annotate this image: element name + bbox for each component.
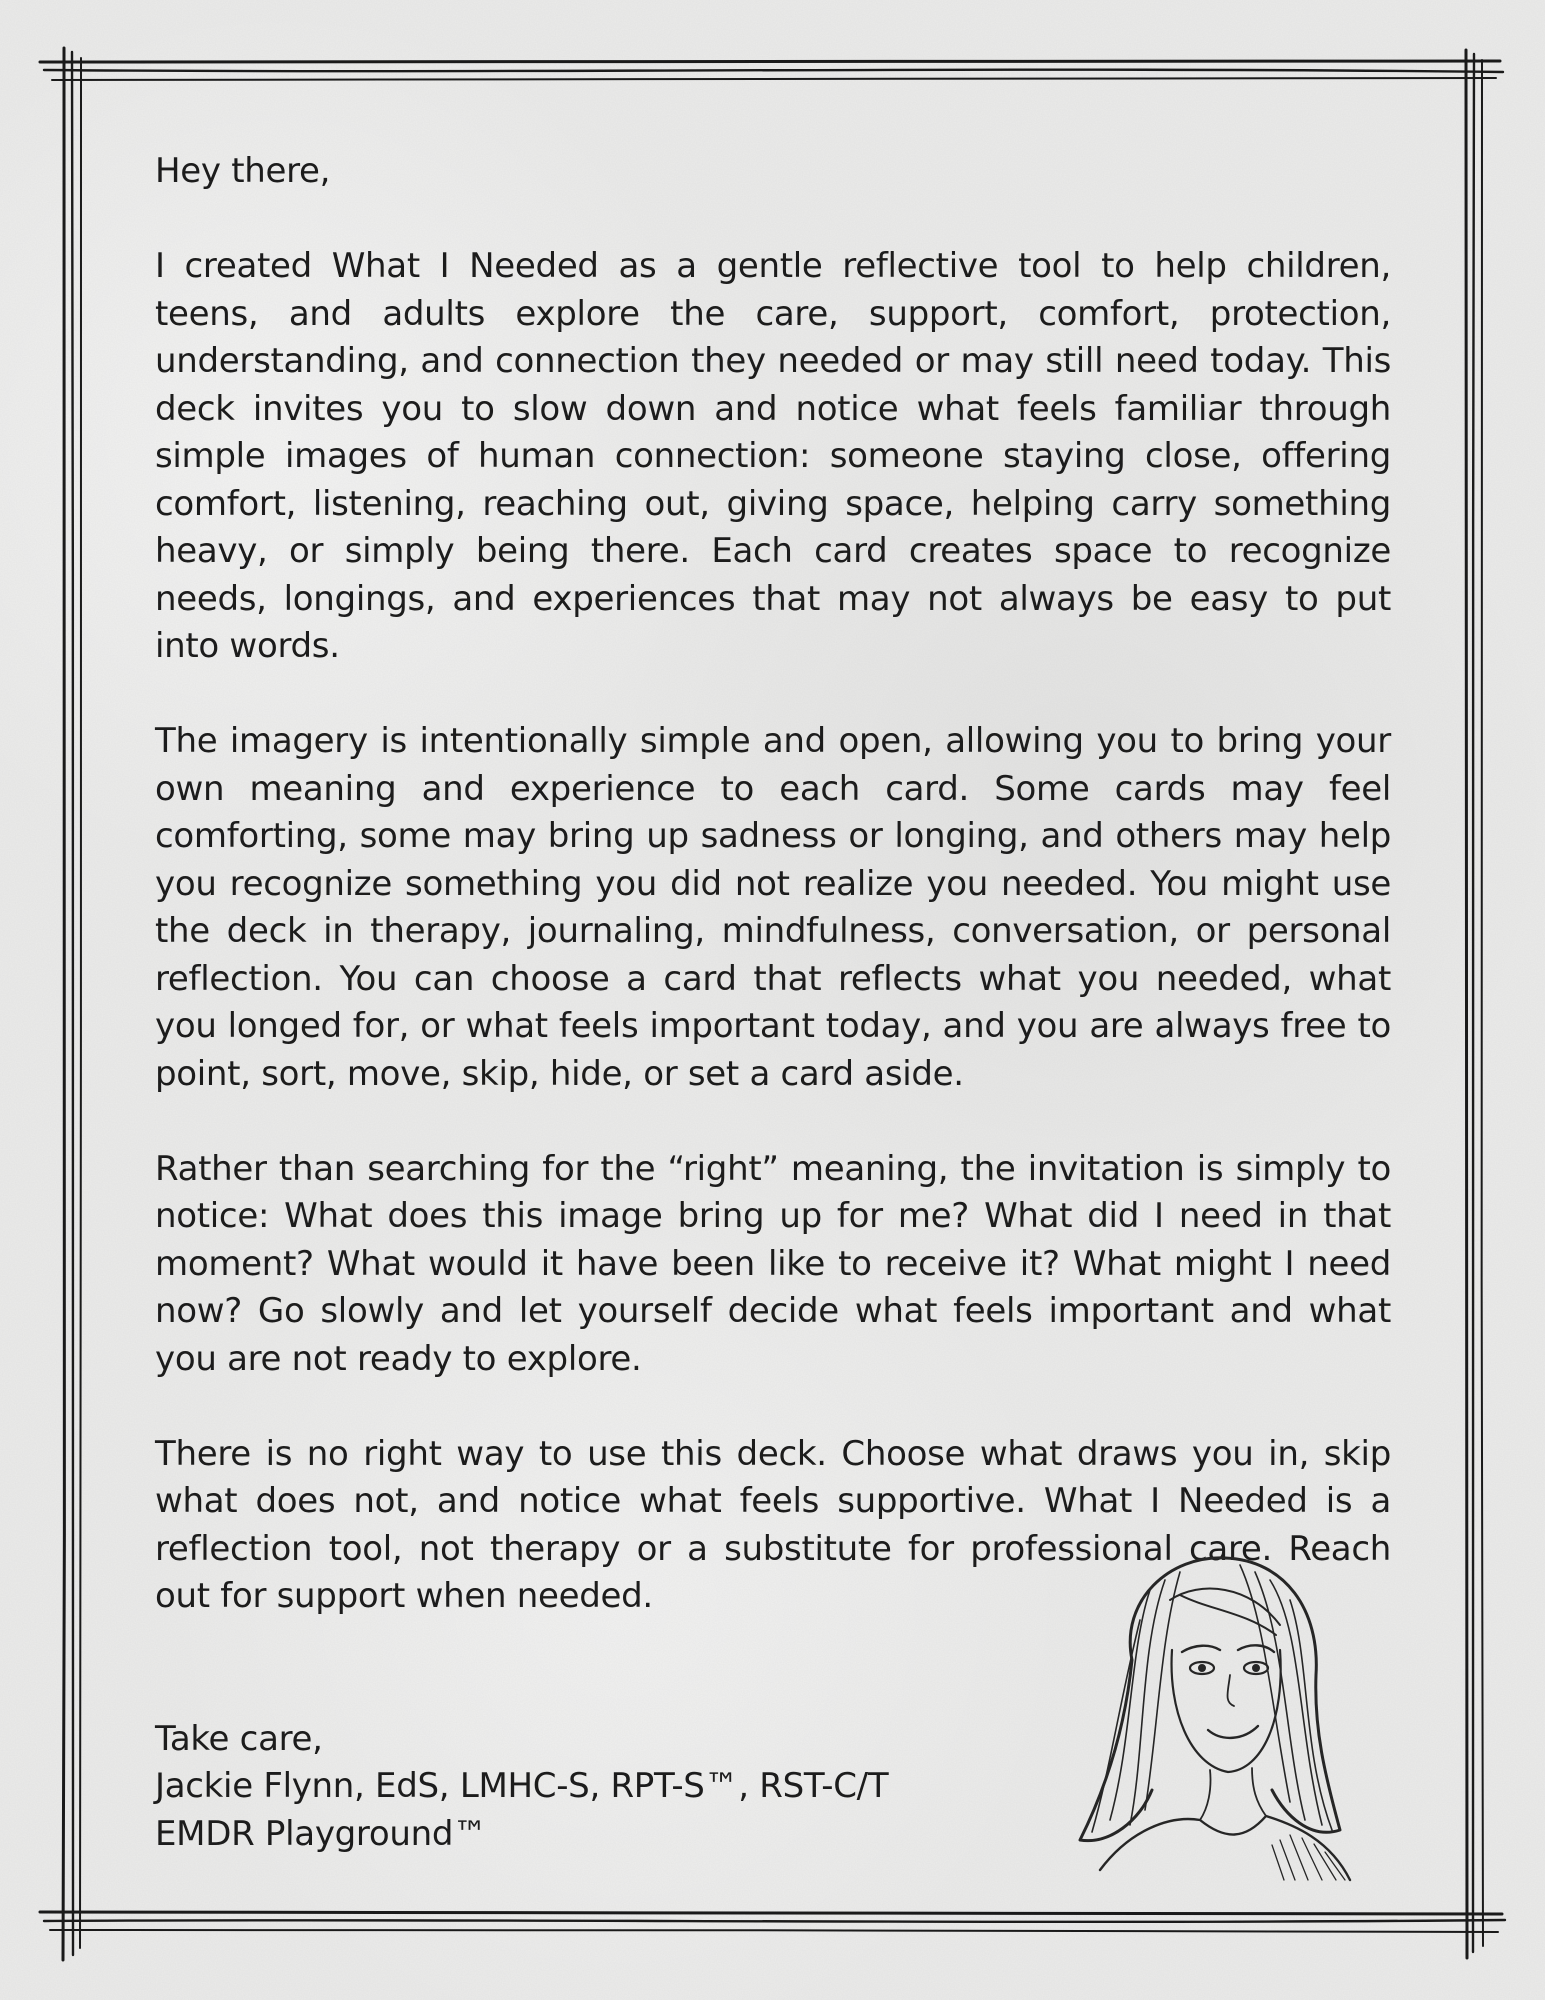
portrait-brows: [1182, 1645, 1274, 1652]
portrait-shoulders: [1100, 1816, 1350, 1880]
letter-paragraph-4: There is no right way to use this deck. Choose what draws you in, skip what does not, and notice what feels supportive. What I Needed is a reflection tool, not therapy or a substitute for professional care. Reach out for support when needed.: [155, 1433, 1391, 1616]
author-portrait-sketch-icon: [1040, 1540, 1370, 1890]
letter-greeting: Hey there,: [155, 151, 331, 191]
signature-name: Jackie Flynn, EdS, LMHC-S, RPT-S™, RST-C/T: [155, 1766, 889, 1806]
letter-paragraph-2: The imagery is intentionally simple and open, allowing you to bring your own meaning and experience to each card. Some cards may feel comforting, some may bring up sadness or longing, and others may help you recognize something you did not realize you needed. You might use the deck in therapy, journaling, mindfulness, conversation, or personal reflection. You can choose a card that reflects what you needed, what you longed for, or what feels important today, and you are always free to point, sort, move, skip, hide, or set a card aside.: [155, 721, 1391, 1094]
signature-organization: EMDR Playground™: [155, 1813, 487, 1854]
letter-paragraph-1: I created What I Needed as a gentle reflective tool to help children, teens, and adults explore the care, support, comfort, protection, understanding, and connection they needed or may still need today. This deck invites you to slow down and notice what feels familiar through simple images of human connection: someone staying close, offering comfort, listening, reaching out, giving space, helping carry something heavy, or simply being there. Each card creates space to recognize needs, longings, and experiences that may not always be easy to put into words.: [155, 246, 1391, 666]
portrait-neck: [1200, 1768, 1266, 1820]
portrait-smile: [1208, 1726, 1258, 1738]
portrait-nose: [1228, 1675, 1235, 1706]
letter-paragraph-3: Rather than searching for the “right” meaning, the invitation is simply to notice: What does this image bring up for me? What did I need in that moment? What would it have been like to receive it? What might I need now? Go slowly and let yourself decide what feels important and what you are not ready to explore.: [155, 1148, 1391, 1379]
portrait-face-outline: [1172, 1650, 1281, 1772]
closing-line: Take care,: [155, 1718, 323, 1759]
